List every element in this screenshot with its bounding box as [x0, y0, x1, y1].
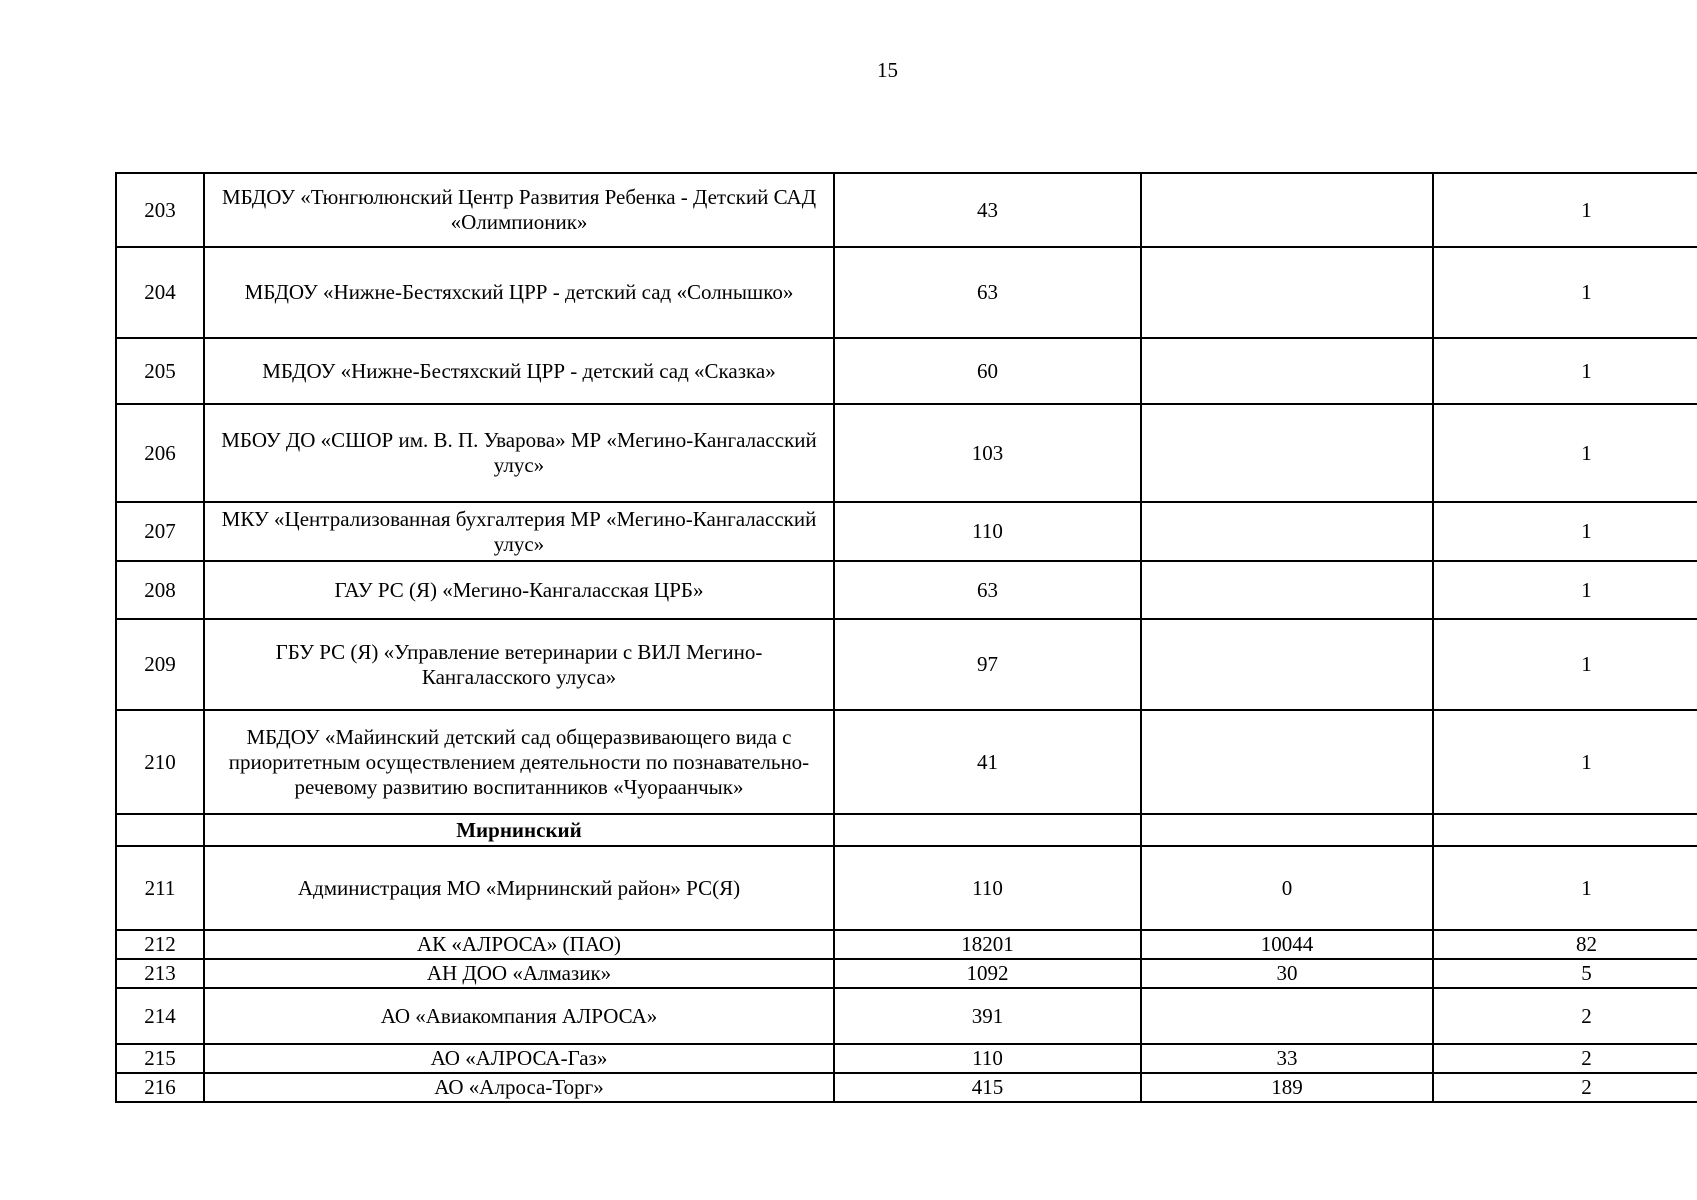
- table-row: [116, 988, 1697, 1044]
- organization-name-cell: МБДОУ «Тюнгюлюнский Центр Развития Ребенка - Детский САД «Олимпионик»: [204, 173, 834, 247]
- row-number-cell: 215: [116, 1044, 204, 1073]
- value-cell-a: 63: [834, 247, 1141, 338]
- value-cell-a: 43: [834, 173, 1141, 247]
- region-header-row: [116, 814, 1697, 846]
- row-number-cell: 208: [116, 561, 204, 619]
- value-cell-c: 1: [1433, 173, 1697, 247]
- row-number-cell: 205: [116, 338, 204, 404]
- value-cell-c: 1: [1433, 247, 1697, 338]
- value-cell-c: [1433, 814, 1697, 846]
- organizations-table: [115, 172, 1697, 1103]
- organization-name-cell: МБДОУ «Нижне-Бестяхский ЦРР - детский сад «Солнышко»: [204, 247, 834, 338]
- value-cell-c: 1: [1433, 404, 1697, 502]
- table-row: [116, 404, 1697, 502]
- organization-name-cell: МБДОУ «Майинский детский сад общеразвивающего вида с приоритетным осуществлением деятельности по познавательно-речевому развитию воспитанников «Чуораанчык»: [204, 710, 834, 814]
- value-cell-a: 41: [834, 710, 1141, 814]
- value-cell-a: 60: [834, 338, 1141, 404]
- value-cell-a: 18201: [834, 930, 1141, 959]
- table-row: [116, 502, 1697, 561]
- value-cell-a: 415: [834, 1073, 1141, 1102]
- region-name-cell: Мирнинский: [204, 814, 834, 846]
- value-cell-a: 391: [834, 988, 1141, 1044]
- organization-name-cell: АО «АЛРОСА-Газ»: [204, 1044, 834, 1073]
- row-number-cell: 214: [116, 988, 204, 1044]
- value-cell-a: 63: [834, 561, 1141, 619]
- table-row: [116, 1073, 1697, 1102]
- table-row: [116, 338, 1697, 404]
- row-number-cell: 204: [116, 247, 204, 338]
- row-number-cell: 211: [116, 846, 204, 930]
- organization-name-cell: АН ДОО «Алмазик»: [204, 959, 834, 988]
- organization-name-cell: МБДОУ «Нижне-Бестяхский ЦРР - детский сад «Сказка»: [204, 338, 834, 404]
- table-row: [116, 619, 1697, 710]
- row-number-cell: [116, 814, 204, 846]
- value-cell-b: 189: [1141, 1073, 1433, 1102]
- table-row: [116, 247, 1697, 338]
- value-cell-c: 2: [1433, 1044, 1697, 1073]
- table-row: [116, 710, 1697, 814]
- value-cell-a: [834, 814, 1141, 846]
- row-number-cell: 206: [116, 404, 204, 502]
- value-cell-a: 110: [834, 1044, 1141, 1073]
- page-number: 15: [877, 58, 898, 82]
- value-cell-b: [1141, 247, 1433, 338]
- value-cell-c: 2: [1433, 1073, 1697, 1102]
- row-number-cell: 209: [116, 619, 204, 710]
- value-cell-b: [1141, 710, 1433, 814]
- row-number-cell: 212: [116, 930, 204, 959]
- organization-name-cell: ГАУ РС (Я) «Мегино-Кангаласская ЦРБ»: [204, 561, 834, 619]
- table-row: [116, 1044, 1697, 1073]
- value-cell-b: [1141, 338, 1433, 404]
- value-cell-b: [1141, 561, 1433, 619]
- value-cell-b: [1141, 814, 1433, 846]
- value-cell-c: 82: [1433, 930, 1697, 959]
- value-cell-c: 1: [1433, 846, 1697, 930]
- value-cell-b: [1141, 988, 1433, 1044]
- table-row: [116, 930, 1697, 959]
- value-cell-b: 0: [1141, 846, 1433, 930]
- value-cell-a: 1092: [834, 959, 1141, 988]
- value-cell-c: 2: [1433, 988, 1697, 1044]
- organization-name-cell: ГБУ РС (Я) «Управление ветеринарии с ВИЛ Мегино-Кангаласского улуса»: [204, 619, 834, 710]
- value-cell-c: 1: [1433, 561, 1697, 619]
- value-cell-c: 1: [1433, 502, 1697, 561]
- row-number-cell: 216: [116, 1073, 204, 1102]
- value-cell-a: 110: [834, 846, 1141, 930]
- table-row: [116, 561, 1697, 619]
- value-cell-b: [1141, 404, 1433, 502]
- value-cell-b: 33: [1141, 1044, 1433, 1073]
- value-cell-c: 1: [1433, 619, 1697, 710]
- value-cell-a: 110: [834, 502, 1141, 561]
- organization-name-cell: АО «Алроса-Торг»: [204, 1073, 834, 1102]
- organization-name-cell: АК «АЛРОСА» (ПАО): [204, 930, 834, 959]
- table-row: [116, 959, 1697, 988]
- value-cell-a: 97: [834, 619, 1141, 710]
- organization-name-cell: МКУ «Централизованная бухгалтерия МР «Мегино-Кангаласский улус»: [204, 502, 834, 561]
- row-number-cell: 213: [116, 959, 204, 988]
- row-number-cell: 207: [116, 502, 204, 561]
- value-cell-b: [1141, 173, 1433, 247]
- table-row: [116, 173, 1697, 247]
- value-cell-c: 1: [1433, 338, 1697, 404]
- value-cell-a: 103: [834, 404, 1141, 502]
- organization-name-cell: МБОУ ДО «СШОР им. В. П. Уварова» МР «Мегино-Кангаласский улус»: [204, 404, 834, 502]
- organization-name-cell: АО «Авиакомпания АЛРОСА»: [204, 988, 834, 1044]
- value-cell-c: 1: [1433, 710, 1697, 814]
- value-cell-b: [1141, 502, 1433, 561]
- row-number-cell: 210: [116, 710, 204, 814]
- value-cell-b: 10044: [1141, 930, 1433, 959]
- value-cell-b: [1141, 619, 1433, 710]
- organization-name-cell: Администрация МО «Мирнинский район» РС(Я): [204, 846, 834, 930]
- value-cell-c: 5: [1433, 959, 1697, 988]
- value-cell-b: 30: [1141, 959, 1433, 988]
- table-row: [116, 846, 1697, 930]
- row-number-cell: 203: [116, 173, 204, 247]
